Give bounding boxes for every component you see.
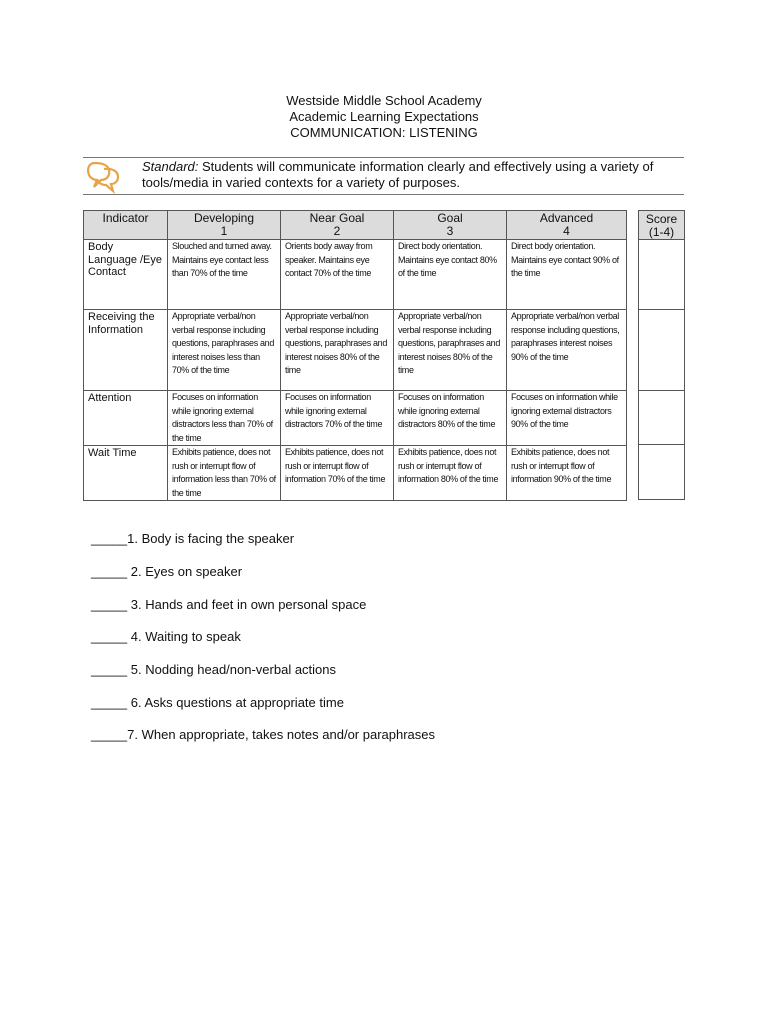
checklist-item[interactable]: _____ 4. Waiting to speak [91,629,241,644]
document-header [0,93,768,141]
score-input-cell[interactable] [639,445,685,500]
standard-box [83,157,684,195]
checklist-item[interactable]: _____ 5. Nodding head/non-verbal actions [91,662,337,677]
rubric-cell: Exhibits patience, does not rush or interrupt flow of information 90% of the time [507,446,627,501]
checklist-item[interactable]: _____1. Body is facing the speaker [91,531,295,546]
table-row [84,446,627,501]
rubric-cell: Focuses on information while ignoring external distractors less than 70% of the time [168,391,281,446]
table-row [84,310,627,391]
score-header-row [639,211,685,240]
checklist-item[interactable]: _____ 6. Asks questions at appropriate time [91,695,344,710]
rubric-cell: Appropriate verbal/non verbal response including questions, paraphrases and interest noises 80% of the time [394,310,507,391]
table-row [84,391,627,446]
standard-label: Standard: [142,159,199,174]
document-subtitle: Academic Learning Expectations [289,109,479,124]
header-developing: Developing 1 [168,211,281,240]
checklist-item[interactable]: _____7. When appropriate, takes notes and/or paraphrases [91,727,436,742]
indicator-cell: Wait Time [84,446,168,501]
header-advanced: Advanced 4 [507,211,627,240]
score-input-cell[interactable] [639,391,685,445]
rubric-cell: Orients body away from speaker. Maintains eye contact 70% of the time [281,240,394,310]
rubric-cell: Exhibits patience, does not rush or interrupt flow of information 70% of the time [281,446,394,501]
indicator-cell: Receiving the Information [84,310,168,391]
document-category: COMMUNICATION: LISTENING [290,125,478,140]
rubric-cell: Slouched and turned away. Maintains eye contact less than 70% of the time [168,240,281,310]
header-near-goal: Near Goal 2 [281,211,394,240]
header-goal: Goal 3 [394,211,507,240]
rubric-cell: Appropriate verbal/non verbal response including questions, paraphrases and interest noises 80% of the time [281,310,394,391]
rubric-cell: Exhibits patience, does not rush or interrupt flow of information 80% of the time [394,446,507,501]
rubric-cell: Focuses on information while ignoring external distractors 70% of the time [281,391,394,446]
score-input-cell[interactable] [639,310,685,391]
school-name: Westside Middle School Academy [286,93,482,108]
rubric-cell: Direct body orientation. Maintains eye contact 90% of the time [507,240,627,310]
standard-text: Students will communicate information clearly and effectively using a variety of tools/media in varied contexts for a variety of purposes. [142,159,654,190]
checklist-item[interactable]: _____ 3. Hands and feet in own personal space [91,597,367,612]
rubric-cell: Exhibits patience, does not rush or interrupt flow of information less than 70% of the time [168,446,281,501]
rubric-table [83,210,627,501]
standard-statement [142,159,682,191]
speech-bubbles-icon [86,160,124,194]
rubric-cell: Focuses on information while ignoring external distractors 80% of the time [394,391,507,446]
indicator-cell: Attention [84,391,168,446]
score-table [638,210,685,500]
rubric-cell: Focuses on information while ignoring external distractors 90% of the time [507,391,627,446]
header-indicator: Indicator [84,211,168,240]
rubric-cell: Appropriate verbal/non verbal response including questions, paraphrases interest noises 90% of the time [507,310,627,391]
score-input-cell[interactable] [639,240,685,310]
rubric-cell: Direct body orientation. Maintains eye contact 80% of the time [394,240,507,310]
header-score: Score (1-4) [639,211,685,240]
rubric-cell: Appropriate verbal/non verbal response including questions, paraphrases and interest noises less than 70% of the time [168,310,281,391]
table-row [84,240,627,310]
checklist-item[interactable]: _____ 2. Eyes on speaker [91,564,243,579]
indicator-cell: Body Language /Eye Contact [84,240,168,310]
rubric-header-row [84,211,627,240]
